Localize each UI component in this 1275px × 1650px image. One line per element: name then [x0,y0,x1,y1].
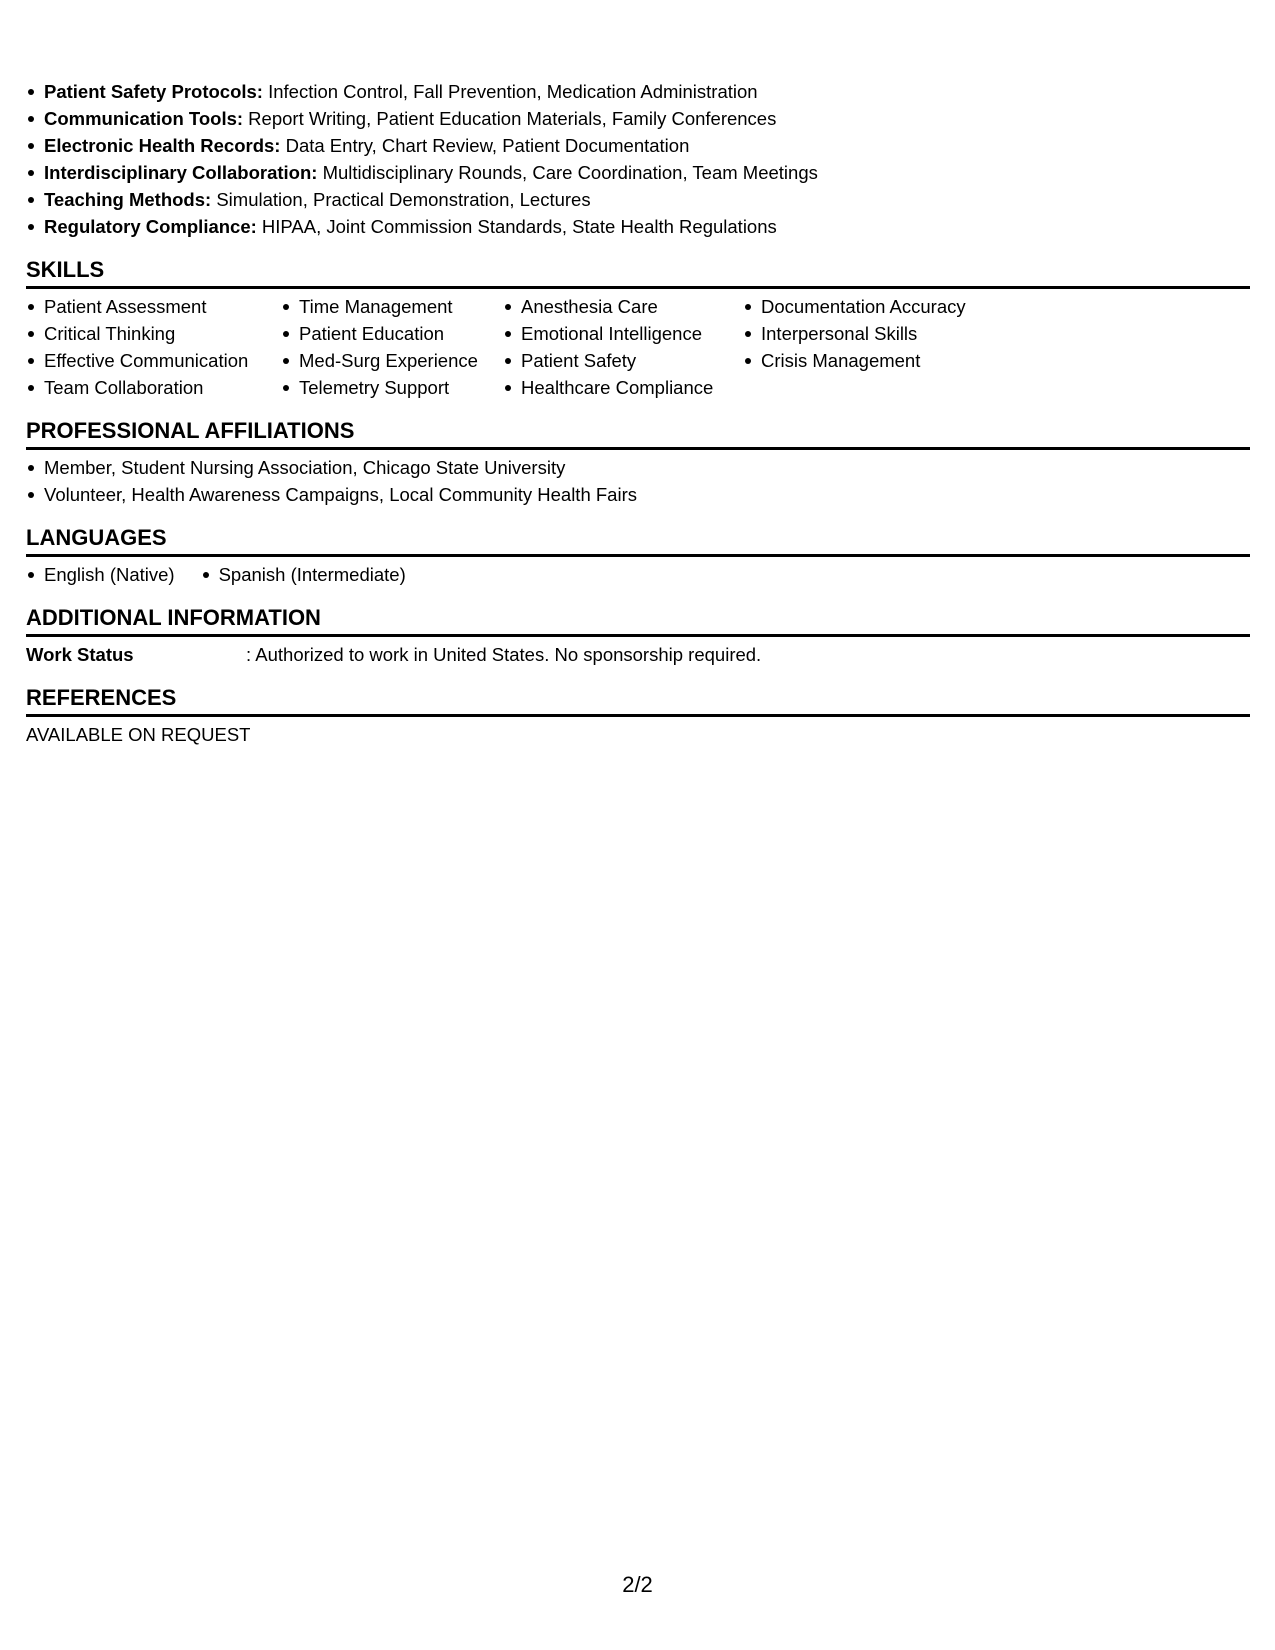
item-value: Multidisciplinary Rounds, Care Coordination, Team Meetings [317,162,818,183]
skill-item: Effective Communication [26,347,259,374]
list-item [26,186,1250,213]
skills-column [503,293,721,401]
skill-item: Telemetry Support [281,374,481,401]
list-item: Member, Student Nursing Association, Chicago State University [26,454,1250,481]
item-value: Simulation, Practical Demonstration, Lectures [211,189,591,210]
skill-item: Patient Education [281,320,481,347]
skills-column [281,293,481,401]
list-item: Volunteer, Health Awareness Campaigns, Local Community Health Fairs [26,481,1250,508]
affiliations-list [26,454,1250,508]
item-value: Infection Control, Fall Prevention, Medication Administration [262,81,758,102]
skill-item: Med-Surg Experience [281,347,481,374]
item-value: Report Writing, Patient Education Materials, Family Conferences [243,108,777,129]
skills-grid [26,293,1250,401]
skill-item: Interpersonal Skills [743,320,1003,347]
skill-item: Patient Safety [503,347,721,374]
list-item [26,213,1250,240]
language-item: English (Native) [26,561,175,588]
list-item [26,105,1250,132]
skill-item: Emotional Intelligence [503,320,721,347]
item-value: HIPAA, Joint Commission Standards, State Health Regulations [256,216,777,237]
page-number: 2/2 [622,1572,653,1597]
work-status-value: : Authorized to work in United States. No sponsorship required. [246,644,762,665]
skills-heading: SKILLS [26,256,1250,289]
skill-item: Anesthesia Care [503,293,721,320]
skill-item: Crisis Management [743,347,1003,374]
list-item [26,159,1250,186]
item-key: Electronic Health Records: [44,135,281,156]
list-item [26,132,1250,159]
item-key: Communication Tools: [44,108,244,129]
skill-item: Team Collaboration [26,374,259,401]
item-key: Teaching Methods: [44,189,212,210]
languages-heading: LANGUAGES [26,524,1250,557]
skill-item: Critical Thinking [26,320,259,347]
skill-item: Time Management [281,293,481,320]
skill-item: Patient Assessment [26,293,259,320]
affiliations-heading: PROFESSIONAL AFFILIATIONS [26,417,1250,450]
competencies-list [26,78,1250,240]
languages-list [26,561,1250,588]
list-item [26,78,1250,105]
resume-page-content [26,78,1250,748]
work-status-row [26,641,1250,668]
work-status-label: Work Status [26,644,134,665]
item-key: Patient Safety Protocols: [44,81,263,102]
additional-info-heading: ADDITIONAL INFORMATION [26,604,1250,637]
references-text: AVAILABLE ON REQUEST [26,724,251,745]
skills-column [743,293,1003,401]
skill-item: Healthcare Compliance [503,374,721,401]
item-key: Interdisciplinary Collaboration: [44,162,318,183]
language-item: Spanish (Intermediate) [201,561,406,588]
item-value: Data Entry, Chart Review, Patient Documentation [280,135,690,156]
skill-item: Documentation Accuracy [743,293,1003,320]
references-heading: REFERENCES [26,684,1250,717]
item-key: Regulatory Compliance: [44,216,257,237]
skills-column [26,293,259,401]
